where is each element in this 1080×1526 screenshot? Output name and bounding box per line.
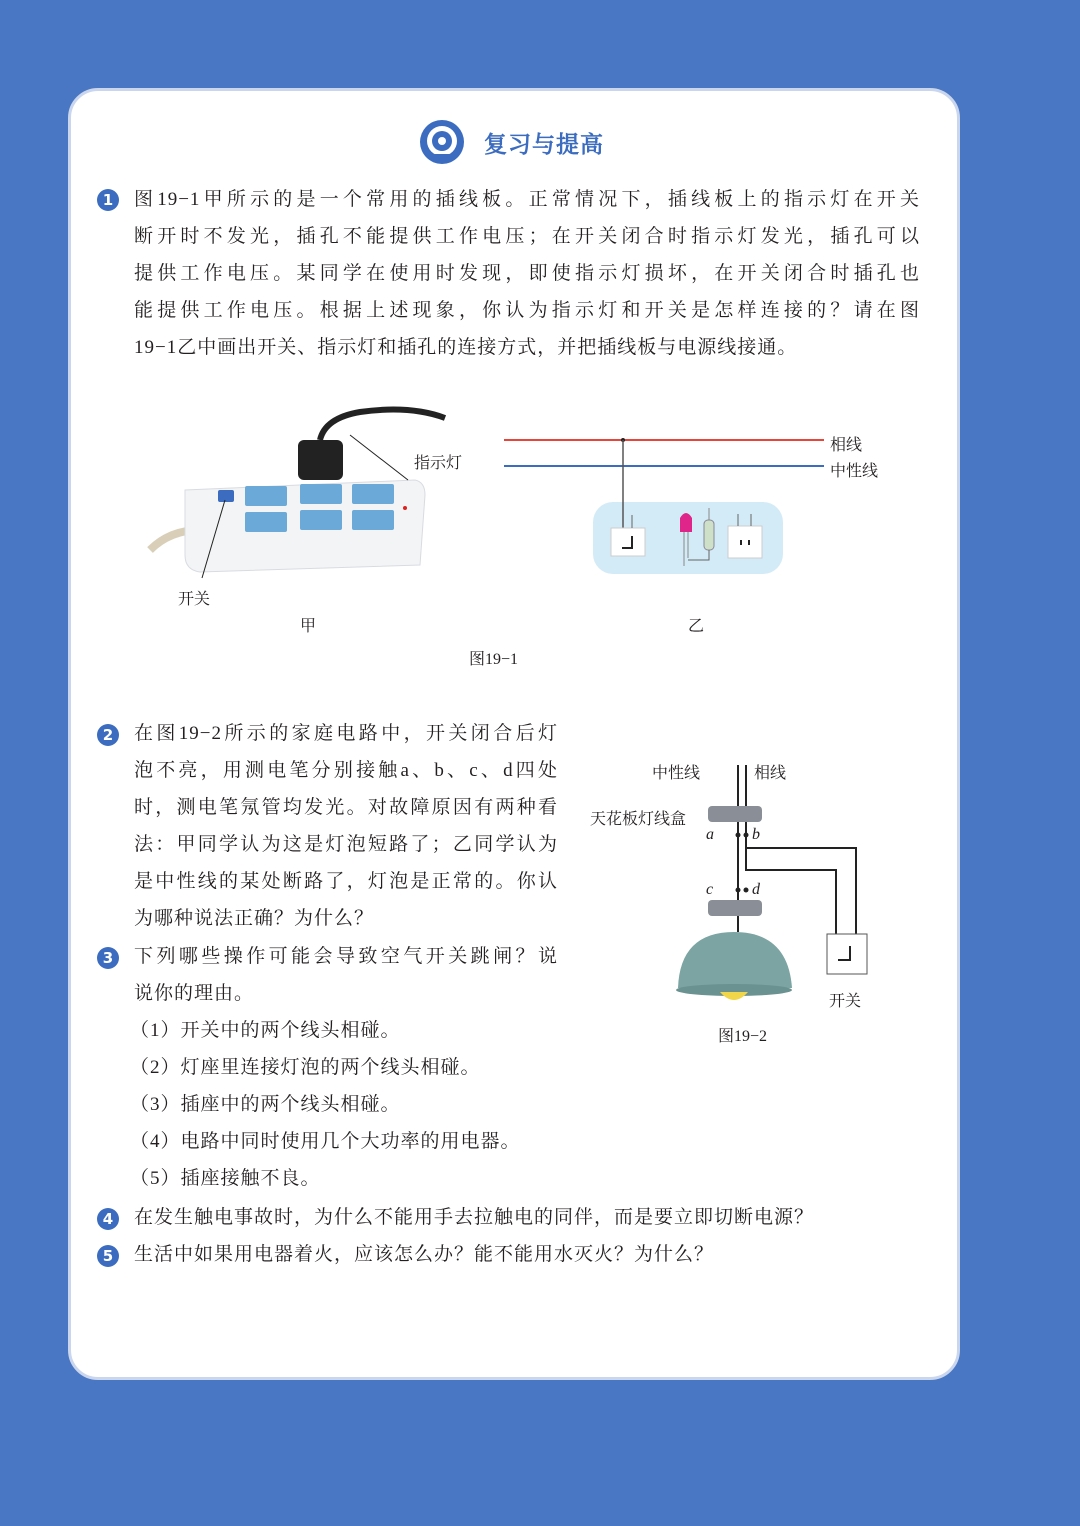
wall-switch-label: 开关 [829,993,862,1010]
neutral-wire-label: 中性线 [830,463,879,480]
text-line: 图19−1甲所示的是一个常用的插线板。正常情况下，插线板上的指示灯在开关 [134,189,920,210]
live-wire-label: 相线 [830,437,863,454]
question-4: 在发生触电事故时，为什么不能用手去拉触电的同伴，而是要立即切断电源？ [134,1207,815,1228]
option-item: （4）电路中同时使用几个大功率的用电器。 [130,1131,521,1152]
text-line: 时，测电笔氖管均发光。对故障原因有两种看 [134,797,558,818]
switch-label: 开关 [178,591,211,608]
power-strip-photo [140,400,480,590]
indicator-label: 指示灯 [414,455,463,472]
subfigure-a-label: 甲 [300,618,317,635]
point-a-label: a [706,826,714,843]
question-number-2: 2 [97,724,119,746]
ceiling-box-label: 天花板灯线盒 [590,811,687,828]
section-title [418,118,604,166]
text-line: 说你的理由。 [134,983,255,1004]
text-line: 19−1乙中画出开关、指示灯和插孔的连接方式，并把插线板与电源线接通。 [134,337,798,358]
point-c-label: c [706,881,714,898]
option-item: （2）灯座里连接灯泡的两个线头相碰。 [130,1057,481,1078]
question-number-5: 5 [97,1245,119,1267]
question-number-4: 4 [97,1208,119,1230]
text-line: 能提供工作电压。根据上述现象，你认为指示灯和开关是怎样连接的？请在图 [134,300,920,321]
resistor-icon [704,520,714,550]
review-badge-icon [418,118,466,166]
question-5: 生活中如果用电器着火，应该怎么办？能不能用水灭火？为什么？ [134,1244,715,1265]
question-number-1: 1 [97,189,119,211]
option-item: （3）插座中的两个线头相碰。 [130,1094,401,1115]
lamp-shade-icon [678,932,792,988]
option-item: （1）开关中的两个线头相碰。 [130,1020,401,1041]
text-line: 泡不亮，用测电笔分别接触a、b、c、d四处 [134,760,558,781]
text-line: 在图19−2所示的家庭电路中，开关闭合后灯 [134,723,558,744]
ceiling-box-icon [708,806,762,822]
figure-19-2-caption: 图19−2 [718,1028,768,1045]
wall-switch-icon [827,934,867,974]
point-b-label: b [752,826,760,843]
question-number-3: 3 [97,947,119,969]
subfigure-b-label: 乙 [688,618,705,635]
text-line: 为哪种说法正确？为什么？ [134,908,375,929]
point-d-label: d [752,881,760,898]
live-wire-label-2: 相线 [754,765,787,782]
text-line: 断开时不发光，插孔不能提供工作电压；在开关闭合时指示灯发光，插孔可以 [134,226,920,247]
wiring-diagram [500,430,830,580]
option-item: （5）插座接触不良。 [130,1168,321,1189]
text-line: 下列哪些操作可能会导致空气开关跳闸？说 [134,946,558,967]
bulb-icon [720,992,748,1000]
text-line: 法：甲同学认为这是灯泡短路了；乙同学认为 [134,834,558,855]
switch-icon [611,528,645,556]
socket-icon [728,526,762,558]
led-icon [680,513,692,532]
neutral-wire-label-2: 中性线 [652,765,701,782]
section-title-text: 复习与提高 [484,131,604,158]
home-circuit-diagram [670,760,880,1010]
text-line: 提供工作电压。某同学在使用时发现，即使指示灯损坏，在开关闭合时插孔也 [134,263,920,284]
figure-19-1-caption: 图19−1 [469,651,519,668]
text-line: 是中性线的某处断路了，灯泡是正常的。你认 [134,871,558,892]
